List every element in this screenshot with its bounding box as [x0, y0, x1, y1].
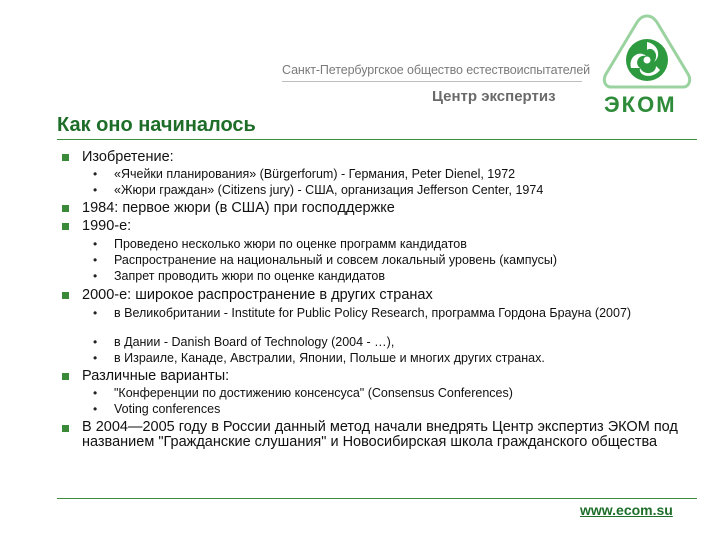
center-name: Центр экспертиз — [432, 88, 556, 105]
square-bullet-icon — [62, 154, 69, 161]
square-bullet-icon — [62, 292, 69, 299]
square-bullet-icon — [62, 205, 69, 212]
square-bullet-icon — [62, 223, 69, 230]
dot-bullet-icon: • — [93, 306, 98, 320]
dot-bullet-icon: • — [93, 269, 98, 283]
title-divider — [57, 139, 697, 140]
dot-bullet-icon: • — [93, 237, 98, 251]
ecom-logo-icon — [600, 12, 694, 94]
header-divider — [282, 81, 582, 82]
dot-bullet-icon: • — [93, 351, 98, 365]
sub-item: Запрет проводить жюри по оценке кандидатов — [114, 269, 386, 283]
logo-text: ЭКОМ — [604, 92, 677, 117]
dot-bullet-icon: • — [93, 167, 98, 181]
sub-item: "Конференции по достижению консенсуса" (Consensus Conferences) — [114, 386, 513, 400]
sub-item: Voting conferences — [114, 402, 221, 416]
dot-bullet-icon: • — [93, 183, 98, 197]
dot-bullet-icon: • — [93, 386, 98, 400]
section-item: 1990-е: — [82, 218, 132, 234]
footer-divider — [57, 498, 697, 499]
sub-item: в Дании - Danish Board of Technology (2004 - …), — [114, 335, 395, 349]
sub-item: «Жюри граждан» (Citizens jury) - США, организация Jefferson Center, 1974 — [114, 183, 544, 197]
square-bullet-icon — [62, 373, 69, 380]
dot-bullet-icon: • — [93, 253, 98, 267]
section-item: 2000-е: широкое распространение в других странах — [82, 287, 433, 303]
sub-item: «Ячейки планирования» (Bürgerforum) - Германия, Peter Dienel, 1972 — [114, 167, 516, 181]
section-item: Различные варианты: — [82, 368, 230, 384]
organization-name: Санкт-Петербургское общество естествоиспытателей — [282, 63, 591, 77]
sub-item: Проведено несколько жюри по оценке программ кандидатов — [114, 237, 467, 251]
section-item: В 2004—2005 году в России данный метод начали внедрять Центр экспертиз ЭКОМ под названием "Гражданские слушания" и Новосибирская школа гражданского общества — [82, 419, 678, 450]
sub-item: в Израиле, Канаде, Австралии, Японии, Польше и многих других странах. — [114, 351, 545, 365]
section-item: 1984: первое жюри (в США) при господдержке — [82, 200, 395, 216]
dot-bullet-icon: • — [93, 402, 98, 416]
square-bullet-icon — [62, 425, 69, 432]
sub-item: в Великобритании - Institute for Public Policy Research, программа Гордона Брауна (2007) — [114, 306, 632, 320]
sub-item: Распространение на национальный и совсем локальный уровень (кампусы) — [114, 253, 557, 267]
section-item: Изобретение: — [82, 149, 174, 165]
dot-bullet-icon: • — [93, 335, 98, 349]
slide-title: Как оно начиналось — [57, 114, 256, 136]
website-link[interactable]: www.ecom.su — [580, 502, 673, 518]
